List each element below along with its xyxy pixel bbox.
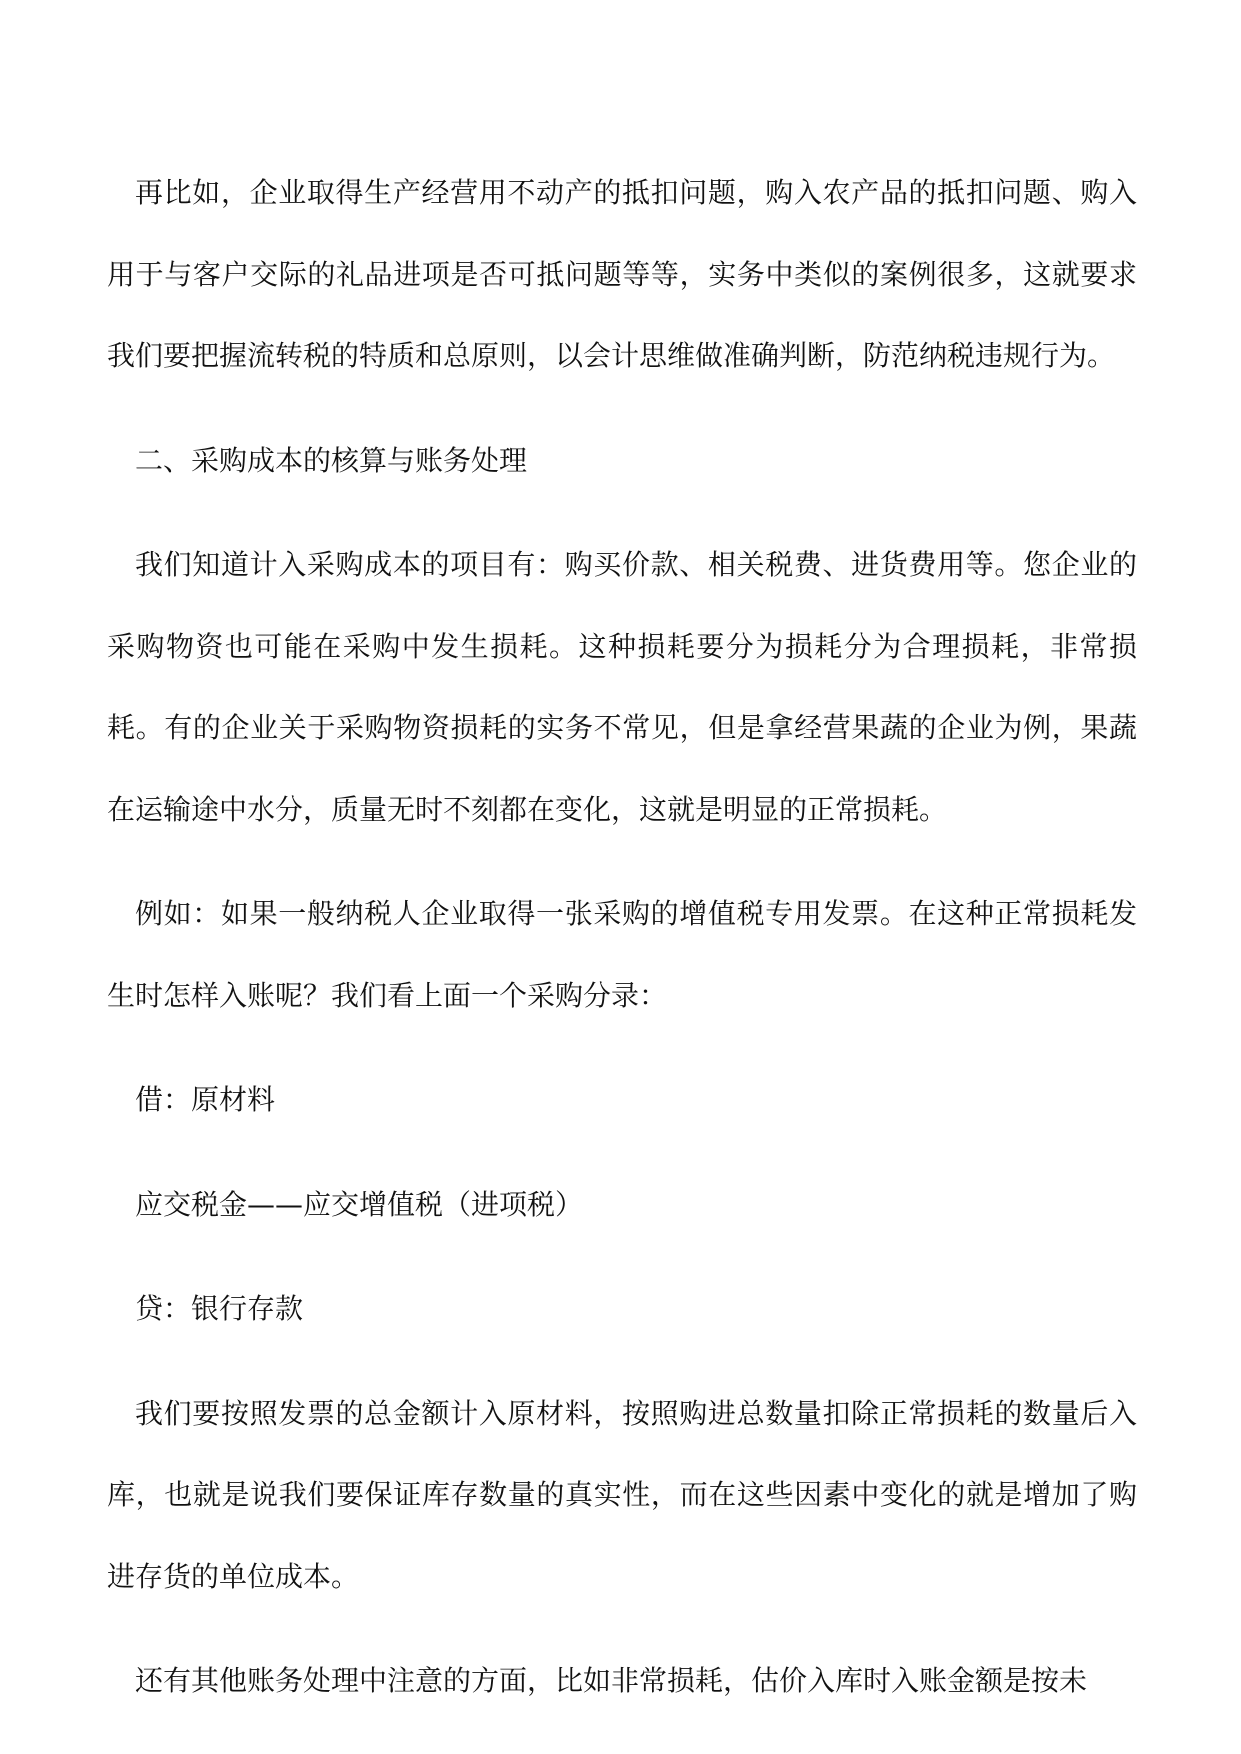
journal-entry-tax: 应交税金——应交增值税（进项税） — [135, 1187, 584, 1221]
document-body — [107, 152, 1137, 1722]
paragraph-purchase-cost-items: 我们知道计入采购成本的项目有：购买价款、相关税费、进货费用等。您企业的采购物资也可能在采购中发生损耗。这种损耗要分为损耗分为合理损耗，非常损耗。有的企业关于采购物资损耗的实务不常见，但是拿经营果蔬的企业为例，果蔬在运输途中水分，质量无时不刻都在变化，这就是明显的正常损耗。 — [107, 548, 1137, 826]
paragraph-abnormal-loss: 还有其他账务处理中注意的方面，比如非常损耗，估价入库时入账金额是按未 — [135, 1664, 1088, 1697]
paragraph-example-invoice: 例如：如果一般纳税人企业取得一张采购的增值税专用发票。在这种正常损耗发生时怎样入账呢？我们看上面一个采购分录： — [107, 897, 1137, 1012]
section-heading-purchase-cost: 二、采购成本的核算与账务处理 — [135, 443, 528, 477]
journal-entry-debit: 借：原材料 — [135, 1083, 276, 1116]
paragraph-unit-cost: 我们要按照发票的总金额计入原材料，按照购进总数量扣除正常损耗的数量后入库，也就是说我们要保证库存数量的真实性，而在这些因素中变化的就是增加了购进存货的单位成本。 — [107, 1396, 1137, 1593]
journal-entry-credit: 贷：银行存款 — [135, 1292, 304, 1325]
paragraph-deduction-examples: 再比如，企业取得生产经营用不动产的抵扣问题，购入农产品的抵扣问题、购入用于与客户交际的礼品进项是否可抵问题等等，实务中类似的案例很多，这就要求我们要把握流转税的特质和总原则，以会计思维做准确判断，防范纳税违规行为。 — [107, 176, 1137, 372]
